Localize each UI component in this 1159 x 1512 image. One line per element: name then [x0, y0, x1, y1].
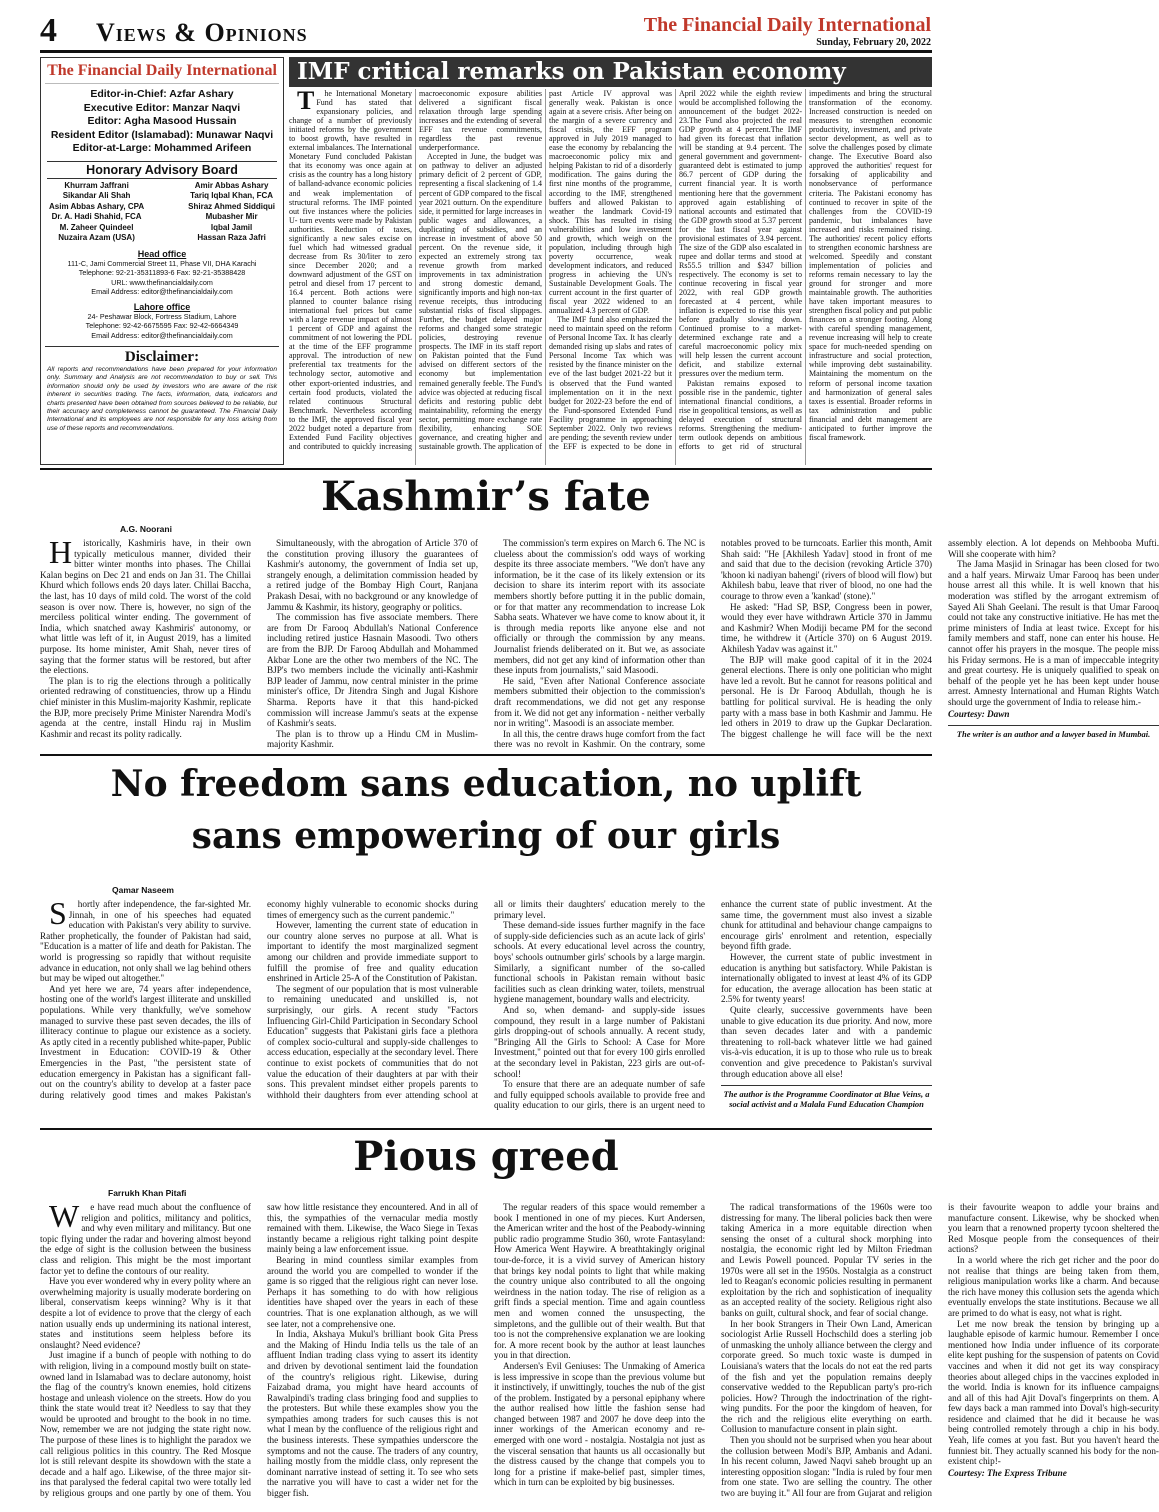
article-credit: Courtesy: Dawn — [948, 708, 1010, 719]
lahore-office-address: 24- Peshawar Block, Fortress Stadium, Lahore — [87, 311, 237, 321]
article-paragraph: Have you ever wondered why in every polity where an overwhelming majority is usually moderate bordering on liberal, conservatism keeps winning? Why is it that despite a lot of evidence to prove that the clergy of each nation usually ends up undermining its national interest, states and institutions seem helpless before its onslaught? Need evidence? — [40, 1276, 251, 1350]
article-paragraph: Bearing in mind countless similar examples from around the world you are compelled to wonder if the game is so rigged that the religious right can never lose. Perhaps it has something to do with how religious identities have shaped over the years in each of these countries. That is one explanation although, as we will see later, not a comprehensive one. — [267, 1254, 478, 1329]
head-office-url: URL: www.thefinancialdaily.com — [111, 277, 213, 287]
advisory-member: Khurram Jaffrani — [64, 180, 129, 190]
article-paragraph: In all this, the centre draws huge comfort from the fact there was no revolt in Kashmir. On the contrary, some notables proved to be turncoats. Earlier this month, Amit Shah said: "He [Akhilesh Yadav] stood in front of me and said that due to the decision (revoking Article 370) 'khoon ki nadiyan bahengi' (rivers of blood will flow) but Akhilesh babu, leave that river of blood, no one had the courage to throw even a 'kankad' (stone)." — [494, 538, 932, 750]
article-paragraph: The segment of our population that is most vulnerable to remaining uneducated and unskilled is, not surprisingly, our girls. A recent study "Factors Influencing Girl-Child Participation in Secondary School Education" suggests that Pakistani girls face a plethora of complex socio-cultural and supply-side challenges to access education, especially at the secondary level. There continue to exist pockets of communities that do not value the education of their daughters at par with their sons. This prevalent mindset either propels parents to withhold their daughters from ever attending school at all or limits their daughters' education merely to the primary level. — [267, 899, 705, 1100]
advisory-member: Hassan Raza Jafri — [197, 233, 266, 242]
article-paragraph: We have read much about the confluence of religion and politics, militancy and politics, and why even military and militancy. But one topic flying under the radar and hovering almost beyond the edge of sight is the collusion between the business class and religion. This might be the most important factor yet to define the contours of our reality. — [40, 1198, 251, 1276]
staff-info-box — [40, 57, 284, 465]
advisory-member: Iqbal Jamil — [210, 222, 253, 232]
article-paragraph: The plan is to throw up a Hindu CM in Muslim-majority Kashmir. — [267, 728, 478, 750]
head-office-email: Email Address: editor@thefinancialdaily.com — [91, 287, 233, 296]
article-paragraph: However, the current state of public investment in education is anything but satisfactory. While Pakistan is internationally obligated to invest at least 4% of its GDP for education, the average allocation has been static at 2.5% for twenty years! — [721, 951, 932, 1005]
article-paragraph: Quite clearly, successive governments have been unable to give education its due priority. And now, more than seven decades later and with a pandemic threatening to roll-back whatever little we had gained vis-à-vis education, it is up to those who rule us to break convention and give precedence to Pakistan's survival through education above all else! — [721, 1004, 932, 1079]
article-paragraph: Then you should not be surprised when you hear about the collusion between Modi's BJP, Ambanis and Adani. In his recent column, Jawed Naqvi saheb brought up an interesting opposition slogan: "India is ruled by four men from one state. Two are selling the country. The other two are buying it." All four are from Gujarat and religion is their favourite weapon to addle your brains and manufacture consent. Likewise, why be shocked when you learn that a renowned property tycoon sheltered the Red Mosque people from the consequences of their actions? — [721, 1202, 1159, 1499]
editor-line: Editor-at-Large: Mohammed Arifeen — [72, 142, 252, 154]
article-paragraph: Just imagine if a bunch of people with nothing to do with religion, living in a compound mostly built on state-owned land in Islamabad was to declare autonomy, hoist the flag of the country's known enemies, hold citizens hostage and unleash violence on the streets. How do you think the state would treat it? Needless to say that they would be uprooted and brought to the book in no time. Now, remember we are not judging the state right now. The purpose of these lines is to highlight the paradox we call religious politics in this country. The Red Mosque lot is still relevant despite its showdown with the state a decade and a half ago. Likewise, of the three major sit-ins that paralysed the federal capital two were totally led by religious groups and one partly by one of them. You saw how little resistance they encountered. And in all of this, the sympathies of the vernacular media mostly remained with them. Likewise, the Waco Siege in Texas instantly became a religious right talking point despite mainly being a law enforcement issue. — [40, 1202, 478, 1499]
advisory-member: M. Zaheer Quindeel — [59, 222, 134, 232]
article-paragraph-text: The Jama Masjid in Srinagar has been closed for two and a half years. Mirwaiz Umar Farooq has been under house arrest all this while. It is well known that his moderation was stifled by the arrogant extremism of Sayed Ali Shah Geelani. The result is that Umar Farooq could not take any constructive initiative. He has met the prime ministers of India at least twice. Except for his family members and staff, none can enter his house. He cannot offer his prayers in the mosque. The people miss his Friday sermons. He is a man of impeccable integrity and great courtesy. He is uniquely qualified to speak on behalf of the people yet he has been kept under house arrest. Amnesty International and Human Rights Watch should urge the government of India to release him.- — [948, 559, 1159, 707]
article-paragraph-text: Let me now break the tension by bringing up a laughable episode of karmic humour. Remember I once mentioned how India under influence of its corporate elite kept pushing for the suspension of patents on Covid vaccines and when it did not get its way conspiracy theories about alleged chips in the vaccines exploded in the world. India is known for its influence campaigns and all of this had Ajit Doval's fingerprints on them. A few days back a man rammed into Doval's high-security residence and claimed that he did it because he was being controlled remotely through a chip in his body. Yeah, life comes at you fast. But you haven't heard the funniest bit. They actually scanned his body for the non-existent chip!- — [948, 1318, 1159, 1467]
header-rule — [40, 50, 932, 53]
imf-article-body — [289, 86, 932, 465]
disclaimer-title: Disclaimer: — [124, 349, 200, 365]
advisory-member: Dr. A. Hadi Shahid, FCA — [51, 212, 142, 221]
article-paragraph: To ensure that there are an adequate number of safe and fully equipped schools available to provide free and quality education to our girls, there is an urgent need to enhance the current state of public investment. At the same time, the government must also invest a sizable chunk for attitudinal and behaviour change campaigns to encourage girls' enrolment and retention, especially beyond fifth grade. — [494, 899, 932, 1111]
article-paragraph: The commission has five associate members. There are from Dr Farooq Abdullah's National Conference including retired justice Hasnain Masoodi. Two others are from the BJP. Dr Farooq Abdullah and Mohammed Akbar Lone are the other two members of the NC. The BJP's two members include the vicinally anti-Kashmir BJP leader of Jammu, now central minister in the prime minister's office, Dr Jitendra Singh and Jugal Kishore Sharma. Reports have it that this hand-picked commission will increase Jammu's seats at the expense of Kashmir's seats. — [267, 612, 478, 729]
advisory-right-list — [188, 181, 275, 244]
article-paragraph: The International Monetary Fund has stated that expansionary policies, and change of a number of previously initiated reforms by the government to boost growth, have resulted in external imbalances. The International Monetary Fund concluded Pakistan that its economy was once again at crisis as the country has a long history of balland-advance economic policies and weak implementation of structural reforms. The IMF pointed out five instances where the policies U- turn events were made by Pakistan authorities. Reduction of taxes, significantly a new sales excise on fuel which had witnessed gradual decrease from Rs 30/liter to zero since December 2020; and a downward adjustment of the GST on petrol and diesel from 17 percent to 16.4 percent. Both actions were planned to counter balance rising international fuel prices but came with a large revenue impact of almost 1 percent of GDP and against the commitment of not lowering the PDL at the time of the EFF programme approval. The introduction of new preferential tax treatments for the technology sector, automotive and other export-oriented industries, and certain food products, violated the related continuous Structural Benchmark. Nevertheless according to the IMF, the approved fiscal year 2022 budget noted a departure from Extended Fund Facility objectives and contributed to quickly increasing macroeconomic exposure abilities delivered a significant fiscal relaxation through large spending increases and the extending of several EFF tax revenue commitments, regardless the past revenue underperformance. — [289, 86, 542, 451]
section-title: Views & Opinions — [96, 18, 308, 47]
article-paragraph: Accepted in June, the budget was on pathway to deliver an adjusted primary deficit of 2 percent of GDP, representing a fiscal slackening of 1.4 percent of GDP compared to the fiscal year 2021 outturn. On the expenditure side, it permitted for large increases in public wages and allowances, a duplicating of subsidies, and an increase in investment of above 50 percent. On the revenue side, it expected an extremely strong tax revenue growth from marked improvements in tax administration and strong domestic demand, significantly imports and high non-tax revenue receipts, thus introducing substantial risks of fiscal slippages. Further, the budget delayed major reforms and changed some strategic policies, destroying revenue prospects. The IMF in its staff report on Pakistan pointed that the Fund advised on different sectors of the economy but implementation remained generally feeble. The Fund's advice was objected at reducing fiscal deficits and restoring public debt maintainability, reforming the energy sector, permitting more exchange rate flexibility, enhancing SOE governance, and creating higher and sustainable growth. The application of past Article IV approval was generally weak. Pakistan is once again at a severe crisis. After being on the margin of a severe currency and fiscal crisis, the EFF program approved in July 2019 managed to ease the economy by rebalancing the macroeconomic policy mix and helping Pakistan to rid of a disorderly modification. The gains during the first nine months of the programme, according to the IMF, strengthened buffers and allowed Pakistan to weather the landmark Covid-19 shock. This has resulted in rising vulnerabilities and low investment and growth, which weigh on the population, including through high poverty occurrence, weak development indicators, and reduced progress in achieving the UN's Sustainable Development Goals. The current account in the first quarter of fiscal year 2022 widened to an annualized 4.3 percent of GDP. — [419, 89, 672, 451]
article-paragraph: Shortly after independence, the far-sighted Mr. Jinnah, in one of his speeches had equated education with Pakistan's very ability to survive. Rather prophetically, the founder of Pakistan had said, "Education is a matter of life and death for Pakistan. The world is progressing so rapidly that without requisite advance in education, not only shall we lag behind others but may be wiped out altogether." — [40, 895, 251, 984]
article-credit: Courtesy: The Express Tribune — [948, 1467, 1067, 1478]
article-paragraph: Simultaneously, with the abrogation of Article 370 of the constitution proving illusory the guarantees of Kashmir's autonomy, the government of India set up, strangely enough, a delimitation commission headed by a retired judge of the Bombay High Court, Ranjana Prakash Desai, with no background or any knowledge of Jammu & Kashmir, its history, geography or politics. — [267, 538, 478, 612]
advisory-board — [41, 181, 283, 244]
article-paragraph: However, lamenting the current state of education in our country alone serves no purpose at all. What is important to identify the most marginalized segment among our children and provide immediate support to fulfill the promise of free and quality education enshrined in Article 25-A of the Constitution of Pakistan. — [267, 920, 478, 984]
advisory-member: Shiraz Ahmed Siddiqui — [188, 201, 275, 211]
kashmir-article-body — [40, 534, 1159, 752]
education-headline — [40, 758, 932, 862]
education-headline-line2: sans empowering of our girls — [191, 815, 781, 857]
advisory-member: Asim Abbas Ashary, CPA — [49, 201, 145, 211]
advisory-member: Mubasher Mir — [205, 212, 258, 221]
article-paragraph: In her book Strangers in Their Own Land, American sociologist Arlie Russell Hochschild does a sterling job of unmasking the unholy alliance between the clergy and corporate greed. So much toxic waste is dumped in Louisiana's waters that the locals do not eat the red parts of the fish and yet the population remains deeply conservative wedded to the Republican party's pro-rich policies. How? Through the indoctrination of the right-wing pundits. For the poor the kingdom of heaven, for the rich and the religious elite everything on earth. Collusion to manufacture consent in plain sight. — [721, 1318, 932, 1435]
article-paragraph: In India, Akshaya Mukul's brilliant book Gita Press and the Making of Hindu India tells us the tale of an affluent Indian trading class vying to assert its identity and driven by devotional sentiment laid the foundation of the country's religious right. Likewise, during Faizabad drama, you might have heard accounts of Rawalpindi's trading class bringing food and supplies to the protesters. But while these examples show you the sympathies among traders for such causes this is not what I mean by the confluence of the religious right and the business interests. These sympathies underscore the symptoms and not the cause. The traders of any country, hailing mostly from the middle class, only represent the dominant narrative instead of setting it. To see who sets the narrative you will have to cast a wider net for the bigger fish. — [267, 1329, 478, 1499]
advisory-member: Sikandar Ali Shah — [62, 191, 131, 200]
info-masthead: The Financial Daily International — [45, 62, 279, 84]
pious-headline: Pious greed — [353, 1133, 619, 1180]
author-note: The author is the Programme Coordinator at Blue Veins, a social activist and a Malala Fund Education Champion — [721, 1085, 932, 1109]
article-paragraph: Historically, Kashmiris have, in their own typically meticulous manner, divided their bitter winter months into phases. The Chillai Kalan begins on Dec 21 and ends on Jan 31. The Chillai Khurd which follows ends 20 days later. Chillai Baccha, the last, has 10 days of mild cold. The worst of the cold season is over now. There is, however, no sign of the merciless political winter ending. The government of India, which snatched away Kashmiris' autonomy, or what little was left of it, in August 2019, has a limited purpose. Its home minister, Amit Shah, never tires of saying that the former status will be restored, but after the elections. — [40, 534, 251, 676]
kashmir-headline: Kashmir’s fate — [321, 473, 651, 520]
head-office-label: Head office — [137, 248, 187, 259]
advisory-member: Amir Abbas Ashary — [194, 180, 269, 190]
article-paragraph: And yet here we are, 74 years after independence, hosting one of the world's largest illiterate and unskilled populations. While very thankfully, we've somehow managed to survive these past seven decades, the ills of illiteracy continue to plague our existence as a society. As aptly cited in a recently published white-paper, Public Investment in Education: COVID-19 & Other Emergencies in the Past, "the persistent state of education emergency in Pakistan has a significant fall-out on the country's ability to develop at a faster pace during relatively good times and makes Pakistan's economy highly vulnerable to economic shocks during times of emergency such as the current pandemic." — [40, 899, 478, 1100]
pious-byline: Farrukh Khan Pitafi — [108, 1188, 187, 1198]
editor-line: Editor-in-Chief: Azfar Ashary — [90, 88, 234, 100]
advisory-member: Nuzaira Azam (USA) — [58, 233, 135, 242]
lahore-office-label: Lahore office — [133, 301, 191, 312]
section-rule — [40, 1128, 932, 1130]
article-paragraph: The commission's term expires on March 6. The NC is clueless about the commission's odd ways of working despite its three associate members. "We don't have any information, be it the case of its likely extension or its decision to share its interim report with its associate members shortly before putting it in the public domain, or for that matter any recommendation to increase Lok Sabha seats. Whatever we have come to know about it, it is through media reports like anyone else and not officially or through the commission by any means. Journalist friends deliberated on it. But we, as associate members, did not get any kind of information other than these inputs from journalists," said Masoodi. — [494, 538, 705, 676]
disclaimer-text: All reports and recommendations have been prepared for your information only. Summary and Analysis are not recommendation to buy or sell. This information should only be used by investors who are aware of the risk inherent in securities trading. The facts, information, data, indicators and charts presented have been obtained from sources believed to be reliable, but their accuracy and completeness cannot be guaranteed. The Financial Daily International and its employees are not responsible for any loss arising from use of these reports and recommendations. — [47, 366, 277, 432]
advisory-member: Tariq Iqbal Khan, FCA — [190, 191, 274, 200]
editor-line: Executive Editor: Manzar Naqvi — [83, 101, 241, 114]
editor-line: Editor: Agha Masood Hussain — [87, 115, 237, 127]
head-office-phone: Telephone: 92-21-35311893-6 Fax: 92-21-35388428 — [78, 268, 246, 277]
author-note: The writer is an author and a lawyer based in Mumbai. — [948, 725, 1159, 739]
section-rule — [40, 468, 932, 470]
article-paragraph: The IMF fund also emphasized the need to maintain speed on the reform of Personal Income Tax. It has clearly demanded rising up slabs and rates of Personal Income Tax which was resisted by the finance minister on the eve of the last budget 2021-22 but it is observed that the Fund wanted implementation on it in the next budget for 2022-23 before the end of the Fund-sponsored Extended Fund Facility programme in approaching September 2022. Only two reviews are pending; the seventh review under the EFF is expected to be done in April 2022 while the eighth review would be accomplished following the announcement of the budget 2022-23.The Fund also projected the real GDP growth at 4 percent.The IMF had given its forecast that inflation will be standing at 9.4 percent. The general government and government-guaranteed debt is estimated to jump 86.7 percent of GDP during the current financial year. It is worth mentioning here that the government approved again establishing of national accounts and estimated that the GDP growth stood at 5.37 percent for the last fiscal year against provisional estimates of 3.94 percent. The size of the GDP also escalated in rupee and dollar terms and stood at Rs55.5 trillion and $347 billion respectively. The economy is set to continue recovering in fiscal year 2022, with real GDP growth forecasted at 4 percent, while inflation is expected to rise this year before gradually slowing down. Continued promise to a market-determined exchange rate and a careful macroeconomic policy mix will help lessen the current account deficit, and stabilize external pressures over the medium term. — [549, 89, 802, 451]
article-paragraph: And so, when demand- and supply-side issues compound, they result in a large number of Pakistani girls dropping-out of schools annually. A recent study, "Bringing All the Girls to School: A Case for More Investment," pointed out that for every 100 girls enrolled at the secondary level in Pakistan, 223 girls are out-of-school! — [494, 1004, 705, 1079]
masthead-name: The Financial Daily International — [643, 14, 931, 36]
article-paragraph: The plan is to rig the elections through a politically oriented redrawing of constituencies, throw up a Hindu chief minister in this Muslim-majority Kashmir, replicate the BJP, more precisely Prime Minister Narendra Modi's agenda at the centre, install Hindu raj in Muslim Kashmir and recast its polity radically. — [40, 675, 251, 739]
article-paragraph: The regular readers of this space would remember a book I mentioned in one of my pieces. Kurt Andersen, the American writer and the host of the Peabody-winning public radio programme Studio 360, wrote Fantasyland: How America Went Haywire. A breathtakingly original tour-de-force, it is a vivid survey of American history that brings key nodal points to light that while making the country unique also contributed to all the ongoing weirdness in the nation today. The rise of religion as a grift finds a special mention. Time and again countless men and women conned the unsuspecting, the simpletons, and the gullible out of their wealth. But that too is not the comprehensive explanation we are looking for. A more recent book by the author at least launches you in that direction. — [494, 1202, 705, 1361]
article-paragraph: In a world where the rich get richer and the poor do not realise that things are being taken from them, religious manipulation works like a charm. And because the rich have money this collusion sets the agenda which eventually envelops the state institutions. Because we all are primed to do what is easy, not what is right. — [948, 1254, 1159, 1318]
imf-headline: IMF critical remarks on Pakistan economy — [289, 57, 932, 87]
section-rule — [40, 754, 932, 756]
pious-article-body — [40, 1198, 1159, 1508]
page-number: 4 — [40, 12, 57, 49]
editors-list — [41, 88, 283, 156]
page-header — [0, 0, 945, 52]
lahore-office-email: Email Address: editor@thefinancialdaily.com — [91, 330, 233, 340]
article-paragraph — [948, 1319, 1159, 1479]
article-paragraph: Pakistan remains exposed to possible rise in the pandemic, tighter international financial conditions, a rise in geopolitical tensions, as well as delayed execution of structural reforms. Strengthening the medium-term outlook depends on ambitious efforts to get rid of structural impediments and bring the structural transformation of the economy. Increased construction is needed on measures to strengthen economic productivity, investment, and private sector development, as well as to solve the challenges posed by climate change. The Executive Board also approved the authorities' request for forsaking of applicability and nonobservance of performance criteria. The Pakistani economy has continued to recover in spite of the challenges from the COVID-19 pandemic, but imbalances have increased and risks remained rising. The authorities' recent policy efforts to strengthen economic harshness are welcomed. Speedily and constant implementation of policies and reforms remain necessary to lay the ground for stronger and more maintainable growth. The authorities have taken important measures to strengthen fiscal policy and put public finances on a stronger footing. Along with careful spending management, revenue increasing will help to create space for much-needed spending on infrastructure and social protection, while improving debt sustainability. Maintaining the momentum on the reform of personal income taxation and harmonization of general sales taxes is essential. Broader reforms in tax administration and public financial and debt management are anticipated to further improve the fiscal framework. — [679, 89, 932, 451]
article-paragraph: The radical transformations of the 1960s were too distressing for many. The liberal policies back then were taking America in a more equitable direction when sensing the onset of a cultural shock morphing into nostalgia, the economic right led by Milton Friedman and Lewis Powell pounced. Popular TV series in the 1970s were all set in the 1950s. Nostalgia as a construct led to Reagan's economic policies resulting in permanent exploitation by the rich and sophistication of inequality as an accepted reality of the society. Religious right also banks on guilt, cultural shock, and fear of social change. — [721, 1202, 932, 1318]
education-headline-line1: No freedom sans education, no uplift — [110, 763, 862, 805]
article-paragraph: These demand-side issues further magnify in the face of supply-side deficiencies such as an acute lack of girls' schools. At every educational level across the country, boys' schools outnumber girls' schools by a large margin. Similarly, a significant number of the so-called functional schools in Pakistan remain without basic facilities such as clean drinking water, toilets, menstrual hygiene management, boundary walls and electricity. — [494, 920, 705, 1005]
education-byline: Qamar Naseem — [112, 885, 174, 895]
advisory-board-title: Honorary Advisory Board — [47, 161, 277, 179]
disclaimer — [45, 346, 279, 433]
head-office-address: 111-C, Jami Commercial Street 11, Phase VII, DHA Karachi — [67, 258, 257, 268]
editor-line: Resident Editor (Islamabad): Munawar Naqvi — [50, 128, 274, 141]
advisory-left-list — [49, 181, 144, 244]
lahore-office-phone: Telephone: 92-42-6675595 Fax: 92-42-6664349 — [85, 321, 239, 330]
masthead-date: Sunday, February 20, 2022 — [816, 37, 931, 48]
article-paragraph: He said, "Even after National Conference associate members submitted their objection to the commission's draft recommendations, we did not get any response from it. We did not get any information - neither verbally nor in writing". Masoodi is an associate member. — [494, 675, 705, 729]
education-article-body — [40, 895, 932, 1125]
article-paragraph: The BJP will make good capital of it in the 2024 general elections. There is only one politician who might have led a revolt. But he cannot for reasons political and personal. He is Dr Farooq Abdullah, though he is battling for political survival. He is heading the only party with a mass base in both Kashmir and Jammu. He led others in 2019 to draw up the Gupkar Declaration. The biggest challenge he will face will be the next assembly election. A lot depends on Mehbooba Mufti. Will she cooperate with him? — [721, 538, 1159, 739]
article-paragraph: He asked: "Had SP, BSP, Congress been in power, would they ever have withdrawn Article 370 in Jammu and Kashmir? When Modiji became PM for the second time, he withdrew it (Article 370) on 6 August 2019. Akhilesh Yadav was against it." — [721, 601, 932, 654]
article-paragraph: Andersen's Evil Geniuses: The Unmaking of America is less impressive in scope than the previous volume but it instinctively, if unwittingly, touches the nub of the gist of the problem. Instigated by a personal epiphany where the author realised how little the fashion sense had changed between 1987 and 2007 he dove deep into the inner workings of the American economy and re-emerged with one word - nostalgia. Nostalgia not just as the visceral sensation that haunts us all occasionally but the distress caused by the change that compels you to long for a pristine if make-belief past, simpler times, which in turn can be exploited by big businesses. — [494, 1360, 705, 1488]
kashmir-byline: A.G. Noorani — [120, 524, 172, 534]
article-paragraph — [948, 559, 1159, 719]
